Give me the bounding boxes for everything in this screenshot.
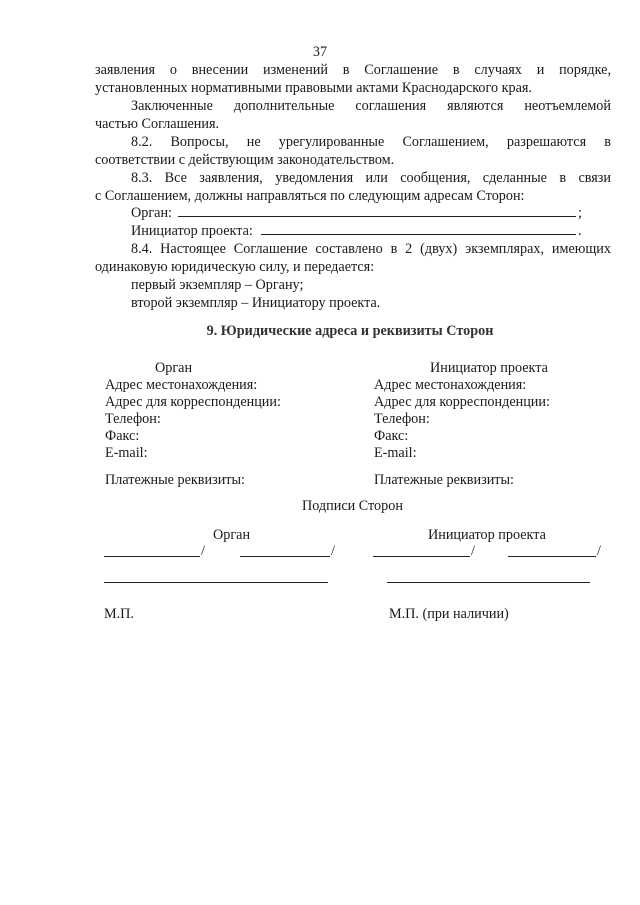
organ-phone-field: Телефон: <box>105 411 161 427</box>
initiator-address-end: . <box>578 223 582 239</box>
party-title-initiator: Инициатор проекта <box>430 360 548 376</box>
initiator-address-field: Адрес местонахождения: <box>374 377 527 393</box>
initiator-address-blank-line <box>261 234 576 235</box>
organ-name-line <box>240 556 330 557</box>
organ-address-blank-line <box>178 216 576 217</box>
paragraph-line: одинаковую юридическую силу, и передается: <box>95 259 375 275</box>
signature-title-initiator: Инициатор проекта <box>428 527 546 543</box>
initiator-address-label: Инициатор проекта: <box>131 223 253 239</box>
signature-title-organ: Орган <box>213 527 251 543</box>
paragraph-line: установленных нормативными правовыми актами Краснодарского края. <box>95 80 532 96</box>
initiator-signature-line <box>373 556 470 557</box>
page-number: 37 <box>312 44 328 60</box>
paragraph-line: с Соглашением, должны направляться по следующим адресам Сторон: <box>95 188 525 204</box>
signature-slash: / <box>597 543 601 559</box>
list-item: первый экземпляр – Органу; <box>131 277 304 293</box>
paragraph-line: заявления о внесении изменений в Соглашение в случаях и порядке, <box>95 62 611 78</box>
paragraph-line: частью Соглашения. <box>95 116 220 132</box>
initiator-email-field: E-mail: <box>374 445 417 461</box>
section-heading: 9. Юридические адреса и реквизиты Сторон <box>206 323 494 339</box>
initiator-name-line <box>508 556 596 557</box>
paragraph-line: соответствии с действующим законодательством. <box>95 152 395 168</box>
signature-slash: / <box>201 543 205 559</box>
initiator-seal-label: М.П. (при наличии) <box>389 606 509 622</box>
organ-address-end: ; <box>578 205 582 221</box>
paragraph-line: 8.3. Все заявления, уведомления или сообщения, сделанные в связи <box>131 170 611 186</box>
signature-slash: / <box>471 543 475 559</box>
organ-signature-line <box>104 556 200 557</box>
organ-address-label: Орган: <box>131 205 172 221</box>
paragraph-line: 8.2. Вопросы, не урегулированные Соглашением, разрешаются в <box>131 134 611 150</box>
initiator-position-line <box>387 582 590 583</box>
organ-email-field: E-mail: <box>105 445 148 461</box>
signature-slash: / <box>331 543 335 559</box>
initiator-phone-field: Телефон: <box>374 411 430 427</box>
organ-payment-field: Платежные реквизиты: <box>105 472 245 488</box>
signatures-heading: Подписи Сторон <box>302 498 403 514</box>
initiator-payment-field: Платежные реквизиты: <box>374 472 514 488</box>
organ-correspondence-field: Адрес для корреспонденции: <box>105 394 281 410</box>
paragraph-line: 8.4. Настоящее Соглашение составлено в 2 (двух) экземплярах, имеющих <box>131 241 611 257</box>
initiator-fax-field: Факс: <box>374 428 409 444</box>
organ-seal-label: М.П. <box>104 606 134 622</box>
organ-address-field: Адрес местонахождения: <box>105 377 258 393</box>
list-item: второй экземпляр – Инициатору проекта. <box>131 295 381 311</box>
organ-position-line <box>104 582 328 583</box>
party-title-organ: Орган <box>155 360 193 376</box>
paragraph-line: Заключенные дополнительные соглашения являются неотъемлемой <box>131 98 611 114</box>
organ-fax-field: Факс: <box>105 428 140 444</box>
initiator-correspondence-field: Адрес для корреспонденции: <box>374 394 550 410</box>
